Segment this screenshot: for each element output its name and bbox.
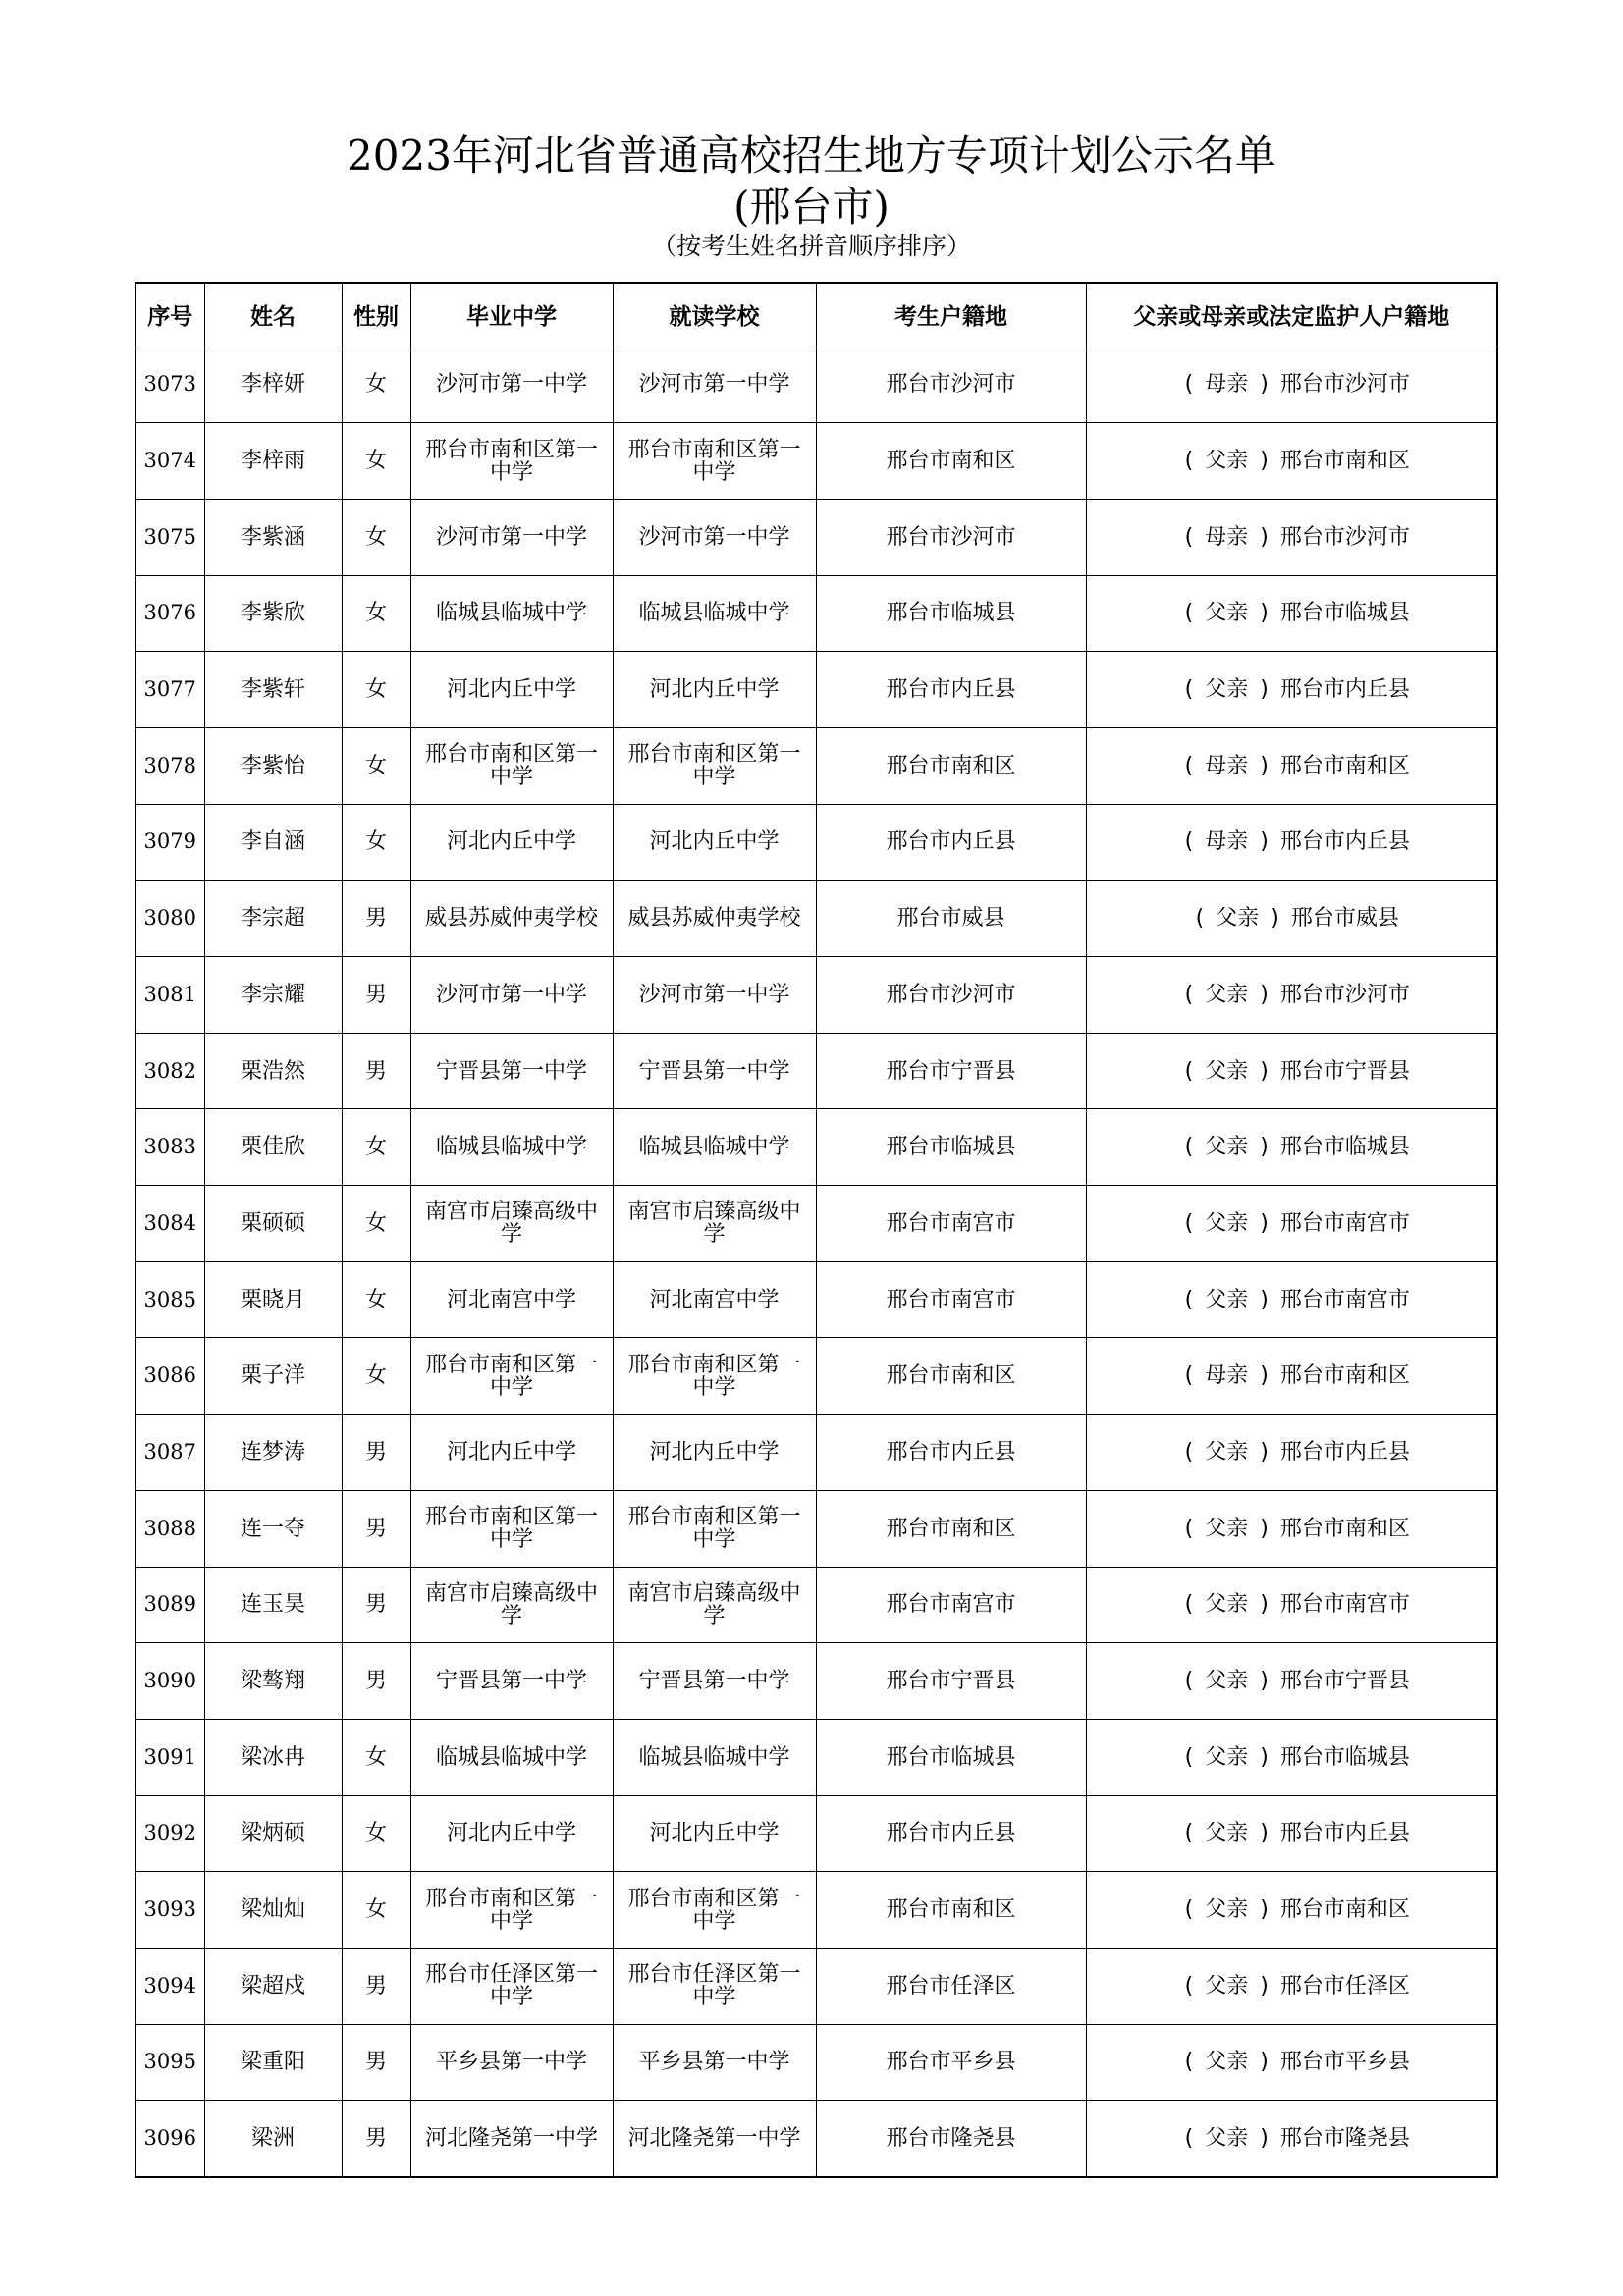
cell-current-school: 邢台市南和区第一中学 [613,1338,816,1415]
cell-current-school: 沙河市第一中学 [613,347,816,423]
cell-current-school: 邢台市南和区第一中学 [613,1490,816,1567]
cell-hukou: 邢台市沙河市 [816,957,1086,1034]
cell-seq: 3079 [135,804,204,881]
cell-hukou: 邢台市内丘县 [816,652,1086,728]
cell-name: 连玉昊 [204,1567,342,1643]
cell-guardian-hukou: ( 父亲 ) 邢台市隆尧县 [1086,2101,1497,2177]
guardian-hukou-place: 邢台市沙河市 [1279,524,1410,550]
cell-current-school: 河北内丘中学 [613,1795,816,1872]
cell-hukou: 邢台市隆尧县 [816,2101,1086,2177]
guardian-relation: 父亲 [1205,677,1249,703]
cell-guardian-hukou: ( 母亲 ) 邢台市南和区 [1086,727,1497,804]
cell-hukou: 邢台市宁晋县 [816,1033,1086,1109]
cell-guardian-hukou: ( 父亲 ) 邢台市内丘县 [1086,1795,1497,1872]
cell-guardian-hukou: ( 母亲 ) 邢台市沙河市 [1086,347,1497,423]
cell-current-school: 邢台市南和区第一中学 [613,1872,816,1949]
cell-hukou: 邢台市任泽区 [816,1948,1086,2024]
cell-gender: 男 [342,957,410,1034]
guardian-hukou-place: 邢台市内丘县 [1279,1439,1410,1465]
guardian-relation: 父亲 [1205,1973,1249,1999]
cell-gender: 女 [342,1795,410,1872]
header-grad-school: 毕业中学 [410,283,613,347]
cell-current-school: 威县苏威仲夷学校 [613,881,816,957]
cell-grad-school: 邢台市南和区第一中学 [410,1490,613,1567]
guardian-relation: 父亲 [1205,1592,1249,1618]
cell-gender: 女 [342,652,410,728]
cell-name: 梁超戍 [204,1948,342,2024]
cell-grad-school: 河北隆尧第一中学 [410,2101,613,2177]
header-current-school: 就读学校 [613,283,816,347]
cell-guardian-hukou: ( 父亲 ) 邢台市临城县 [1086,1109,1497,1186]
table-row [135,957,1497,1034]
guardian-hukou-place: 邢台市临城县 [1279,1135,1410,1160]
cell-hukou: 邢台市内丘县 [816,804,1086,881]
cell-grad-school: 河北南宫中学 [410,1261,613,1338]
cell-gender: 女 [342,423,410,500]
cell-name: 李紫涵 [204,499,342,575]
cell-name: 栗子洋 [204,1338,342,1415]
cell-current-school: 临城县临城中学 [613,1719,816,1795]
guardian-hukou-place: 邢台市南宫市 [1279,1287,1410,1312]
cell-guardian-hukou: ( 父亲 ) 邢台市内丘县 [1086,652,1497,728]
cell-seq: 3083 [135,1109,204,1186]
cell-guardian-hukou: ( 父亲 ) 邢台市南宫市 [1086,1567,1497,1643]
cell-seq: 3085 [135,1261,204,1338]
table-row [135,575,1497,652]
cell-current-school: 平乡县第一中学 [613,2024,816,2101]
cell-grad-school: 河北内丘中学 [410,1415,613,1491]
cell-name: 李梓妍 [204,347,342,423]
cell-guardian-hukou: ( 父亲 ) 邢台市南宫市 [1086,1186,1497,1262]
cell-gender: 女 [342,1109,410,1186]
cell-hukou: 邢台市南和区 [816,1490,1086,1567]
cell-seq: 3074 [135,423,204,500]
cell-grad-school: 邢台市任泽区第一中学 [410,1948,613,2024]
table-row [135,1338,1497,1415]
table-row [135,2101,1497,2177]
table-row [135,1719,1497,1795]
cell-gender: 女 [342,727,410,804]
cell-grad-school: 宁晋县第一中学 [410,1033,613,1109]
cell-seq: 3095 [135,2024,204,2101]
table-row [135,1490,1497,1567]
cell-hukou: 邢台市沙河市 [816,347,1086,423]
cell-name: 梁冰冉 [204,1719,342,1795]
cell-gender: 女 [342,1186,410,1262]
cell-hukou: 邢台市平乡县 [816,2024,1086,2101]
cell-name: 李紫欣 [204,575,342,652]
cell-gender: 男 [342,2101,410,2177]
cell-guardian-hukou: ( 父亲 ) 邢台市南和区 [1086,423,1497,500]
guardian-relation: 父亲 [1205,1210,1249,1236]
cell-current-school: 河北内丘中学 [613,804,816,881]
cell-guardian-hukou: ( 父亲 ) 邢台市任泽区 [1086,1948,1497,2024]
cell-grad-school: 邢台市南和区第一中学 [410,1872,613,1949]
cell-grad-school: 沙河市第一中学 [410,499,613,575]
table-row [135,1948,1497,2024]
cell-current-school: 沙河市第一中学 [613,957,816,1034]
cell-name: 栗佳欣 [204,1109,342,1186]
table-row [135,804,1497,881]
cell-grad-school: 沙河市第一中学 [410,957,613,1034]
cell-grad-school: 河北内丘中学 [410,1795,613,1872]
guardian-hukou-place: 邢台市内丘县 [1279,829,1410,855]
table-row [135,1186,1497,1262]
guardian-relation: 父亲 [1205,1135,1249,1160]
cell-grad-school: 邢台市南和区第一中学 [410,727,613,804]
table-row [135,347,1497,423]
guardian-relation: 父亲 [1205,449,1249,474]
cell-name: 栗浩然 [204,1033,342,1109]
cell-name: 李宗超 [204,881,342,957]
cell-guardian-hukou: ( 父亲 ) 邢台市南和区 [1086,1490,1497,1567]
cell-grad-school: 南宫市启臻高级中学 [410,1567,613,1643]
cell-gender: 男 [342,881,410,957]
cell-seq: 3080 [135,881,204,957]
cell-current-school: 河北南宫中学 [613,1261,816,1338]
cell-current-school: 宁晋县第一中学 [613,1033,816,1109]
cell-seq: 3093 [135,1872,204,1949]
cell-gender: 男 [342,1415,410,1491]
header-seq: 序号 [135,283,204,347]
table-row [135,1567,1497,1643]
cell-seq: 3084 [135,1186,204,1262]
cell-current-school: 临城县临城中学 [613,575,816,652]
cell-current-school: 河北隆尧第一中学 [613,2101,816,2177]
cell-name: 梁洲 [204,2101,342,2177]
cell-grad-school: 河北内丘中学 [410,804,613,881]
guardian-relation: 母亲 [1205,753,1249,778]
cell-hukou: 邢台市南宫市 [816,1567,1086,1643]
guardian-hukou-place: 邢台市沙河市 [1279,372,1410,398]
cell-grad-school: 沙河市第一中学 [410,347,613,423]
guardian-relation: 父亲 [1205,1058,1249,1084]
guardian-relation: 父亲 [1205,601,1249,626]
cell-gender: 女 [342,575,410,652]
cell-hukou: 邢台市宁晋县 [816,1643,1086,1720]
cell-guardian-hukou: ( 父亲 ) 邢台市平乡县 [1086,2024,1497,2101]
table-row [135,881,1497,957]
cell-hukou: 邢台市沙河市 [816,499,1086,575]
cell-guardian-hukou: ( 母亲 ) 邢台市内丘县 [1086,804,1497,881]
table-row [135,1261,1497,1338]
guardian-hukou-place: 邢台市沙河市 [1279,982,1410,1007]
cell-name: 李紫轩 [204,652,342,728]
guardian-relation: 母亲 [1205,372,1249,398]
cell-name: 梁重阳 [204,2024,342,2101]
guardian-hukou-place: 邢台市威县 [1290,906,1399,932]
guardian-relation: 母亲 [1205,829,1249,855]
guardian-relation: 父亲 [1205,1287,1249,1312]
cell-guardian-hukou: ( 父亲 ) 邢台市内丘县 [1086,1415,1497,1491]
cell-gender: 女 [342,1719,410,1795]
guardian-relation: 父亲 [1205,1821,1249,1846]
header-gender: 性别 [342,283,410,347]
guardian-hukou-place: 邢台市临城县 [1279,1744,1410,1770]
table-row [135,727,1497,804]
cell-current-school: 邢台市南和区第一中学 [613,727,816,804]
guardian-relation: 母亲 [1205,1363,1249,1389]
cell-hukou: 邢台市南宫市 [816,1261,1086,1338]
cell-current-school: 邢台市南和区第一中学 [613,423,816,500]
document-title: 2023年河北省普通高校招生地方专项计划公示名单 [347,132,1276,180]
cell-gender: 女 [342,499,410,575]
cell-seq: 3075 [135,499,204,575]
cell-hukou: 邢台市南和区 [816,1338,1086,1415]
table-row [135,423,1497,500]
table-row [135,1872,1497,1949]
guardian-hukou-place: 邢台市临城县 [1279,601,1410,626]
guardian-hukou-place: 邢台市南和区 [1279,753,1410,778]
cell-guardian-hukou: ( 父亲 ) 邢台市南和区 [1086,1872,1497,1949]
cell-seq: 3091 [135,1719,204,1795]
guardian-hukou-place: 邢台市平乡县 [1279,2050,1410,2075]
guardian-hukou-place: 邢台市南和区 [1279,1897,1410,1923]
cell-gender: 男 [342,1948,410,2024]
cell-name: 李宗耀 [204,957,342,1034]
cell-seq: 3081 [135,957,204,1034]
cell-name: 李自涵 [204,804,342,881]
cell-name: 梁炳硕 [204,1795,342,1872]
cell-grad-school: 邢台市南和区第一中学 [410,1338,613,1415]
guardian-relation: 母亲 [1205,524,1249,550]
cell-gender: 女 [342,1261,410,1338]
cell-hukou: 邢台市南宫市 [816,1186,1086,1262]
cell-gender: 男 [342,1490,410,1567]
guardian-relation: 父亲 [1205,1516,1249,1541]
cell-hukou: 邢台市临城县 [816,1109,1086,1186]
table-row [135,499,1497,575]
cell-seq: 3094 [135,1948,204,2024]
cell-gender: 男 [342,1033,410,1109]
cell-grad-school: 邢台市南和区第一中学 [410,423,613,500]
cell-seq: 3089 [135,1567,204,1643]
cell-guardian-hukou: ( 父亲 ) 邢台市南宫市 [1086,1261,1497,1338]
cell-guardian-hukou: ( 母亲 ) 邢台市沙河市 [1086,499,1497,575]
cell-seq: 3092 [135,1795,204,1872]
cell-seq: 3076 [135,575,204,652]
cell-guardian-hukou: ( 父亲 ) 邢台市宁晋县 [1086,1033,1497,1109]
cell-gender: 女 [342,347,410,423]
cell-gender: 男 [342,2024,410,2101]
cell-seq: 3096 [135,2101,204,2177]
cell-grad-school: 南宫市启臻高级中学 [410,1186,613,1262]
guardian-relation: 父亲 [1216,906,1260,932]
guardian-relation: 父亲 [1205,2125,1249,2151]
table-header-row [135,283,1497,347]
cell-name: 李紫怡 [204,727,342,804]
header-name: 姓名 [204,283,342,347]
table-row [135,652,1497,728]
cell-name: 梁灿灿 [204,1872,342,1949]
guardian-relation: 父亲 [1205,1669,1249,1694]
cell-gender: 男 [342,1567,410,1643]
cell-seq: 3082 [135,1033,204,1109]
cell-seq: 3087 [135,1415,204,1491]
cell-guardian-hukou: ( 父亲 ) 邢台市沙河市 [1086,957,1497,1034]
cell-grad-school: 河北内丘中学 [410,652,613,728]
cell-hukou: 邢台市南和区 [816,1872,1086,1949]
document-sort-note: （按考生姓名拼音顺序排序） [651,232,971,260]
cell-name: 连梦涛 [204,1415,342,1491]
guardian-hukou-place: 邢台市内丘县 [1279,677,1410,703]
cell-gender: 女 [342,804,410,881]
cell-hukou: 邢台市南和区 [816,423,1086,500]
guardian-hukou-place: 邢台市南和区 [1279,1363,1410,1389]
table-row [135,1643,1497,1720]
cell-hukou: 邢台市威县 [816,881,1086,957]
cell-guardian-hukou: ( 父亲 ) 邢台市临城县 [1086,1719,1497,1795]
guardian-hukou-place: 邢台市隆尧县 [1279,2125,1410,2151]
guardian-relation: 父亲 [1205,982,1249,1007]
cell-name: 梁骜翔 [204,1643,342,1720]
cell-current-school: 南宫市启臻高级中学 [613,1186,816,1262]
guardian-hukou-place: 邢台市宁晋县 [1279,1669,1410,1694]
table-row [135,2024,1497,2101]
cell-hukou: 邢台市内丘县 [816,1795,1086,1872]
cell-hukou: 邢台市南和区 [816,727,1086,804]
table-row [135,1033,1497,1109]
guardian-hukou-place: 邢台市宁晋县 [1279,1058,1410,1084]
guardian-hukou-place: 邢台市南和区 [1279,1516,1410,1541]
header-guardian-hukou: 父亲或母亲或法定监护人户籍地 [1086,283,1497,347]
cell-seq: 3088 [135,1490,204,1567]
cell-grad-school: 威县苏威仲夷学校 [410,881,613,957]
cell-gender: 男 [342,1643,410,1720]
cell-seq: 3077 [135,652,204,728]
cell-current-school: 宁晋县第一中学 [613,1643,816,1720]
cell-name: 栗晓月 [204,1261,342,1338]
guardian-hukou-place: 邢台市南宫市 [1279,1210,1410,1236]
cell-name: 李梓雨 [204,423,342,500]
cell-grad-school: 平乡县第一中学 [410,2024,613,2101]
cell-gender: 女 [342,1338,410,1415]
cell-seq: 3078 [135,727,204,804]
cell-grad-school: 临城县临城中学 [410,1109,613,1186]
cell-current-school: 临城县临城中学 [613,1109,816,1186]
cell-seq: 3090 [135,1643,204,1720]
guardian-relation: 父亲 [1205,1897,1249,1923]
cell-grad-school: 宁晋县第一中学 [410,1643,613,1720]
guardian-hukou-place: 邢台市南宫市 [1279,1592,1410,1618]
cell-current-school: 河北内丘中学 [613,1415,816,1491]
cell-guardian-hukou: ( 母亲 ) 邢台市南和区 [1086,1338,1497,1415]
cell-guardian-hukou: ( 父亲 ) 邢台市临城县 [1086,575,1497,652]
header-hukou: 考生户籍地 [816,283,1086,347]
cell-guardian-hukou: ( 父亲 ) 邢台市威县 [1086,881,1497,957]
guardian-hukou-place: 邢台市任泽区 [1279,1973,1410,1999]
guardian-relation: 父亲 [1205,1744,1249,1770]
cell-grad-school: 临城县临城中学 [410,575,613,652]
cell-current-school: 邢台市任泽区第一中学 [613,1948,816,2024]
document-subtitle-city: (邢台市) [733,183,890,231]
cell-seq: 3086 [135,1338,204,1415]
guardian-hukou-place: 邢台市内丘县 [1279,1821,1410,1846]
cell-grad-school: 临城县临城中学 [410,1719,613,1795]
cell-current-school: 河北内丘中学 [613,652,816,728]
table-row [135,1415,1497,1491]
cell-name: 连一夺 [204,1490,342,1567]
cell-seq: 3073 [135,347,204,423]
guardian-hukou-place: 邢台市南和区 [1279,449,1410,474]
guardian-relation: 父亲 [1205,1439,1249,1465]
cell-hukou: 邢台市内丘县 [816,1415,1086,1491]
cell-current-school: 南宫市启臻高级中学 [613,1567,816,1643]
cell-name: 栗硕硕 [204,1186,342,1262]
guardian-relation: 父亲 [1205,2050,1249,2075]
roster-table [135,282,1498,2178]
table-row [135,1109,1497,1186]
cell-hukou: 邢台市临城县 [816,575,1086,652]
cell-gender: 女 [342,1872,410,1949]
table-body [135,347,1497,2177]
table-row [135,1795,1497,1872]
cell-guardian-hukou: ( 父亲 ) 邢台市宁晋县 [1086,1643,1497,1720]
cell-hukou: 邢台市临城县 [816,1719,1086,1795]
cell-current-school: 沙河市第一中学 [613,499,816,575]
